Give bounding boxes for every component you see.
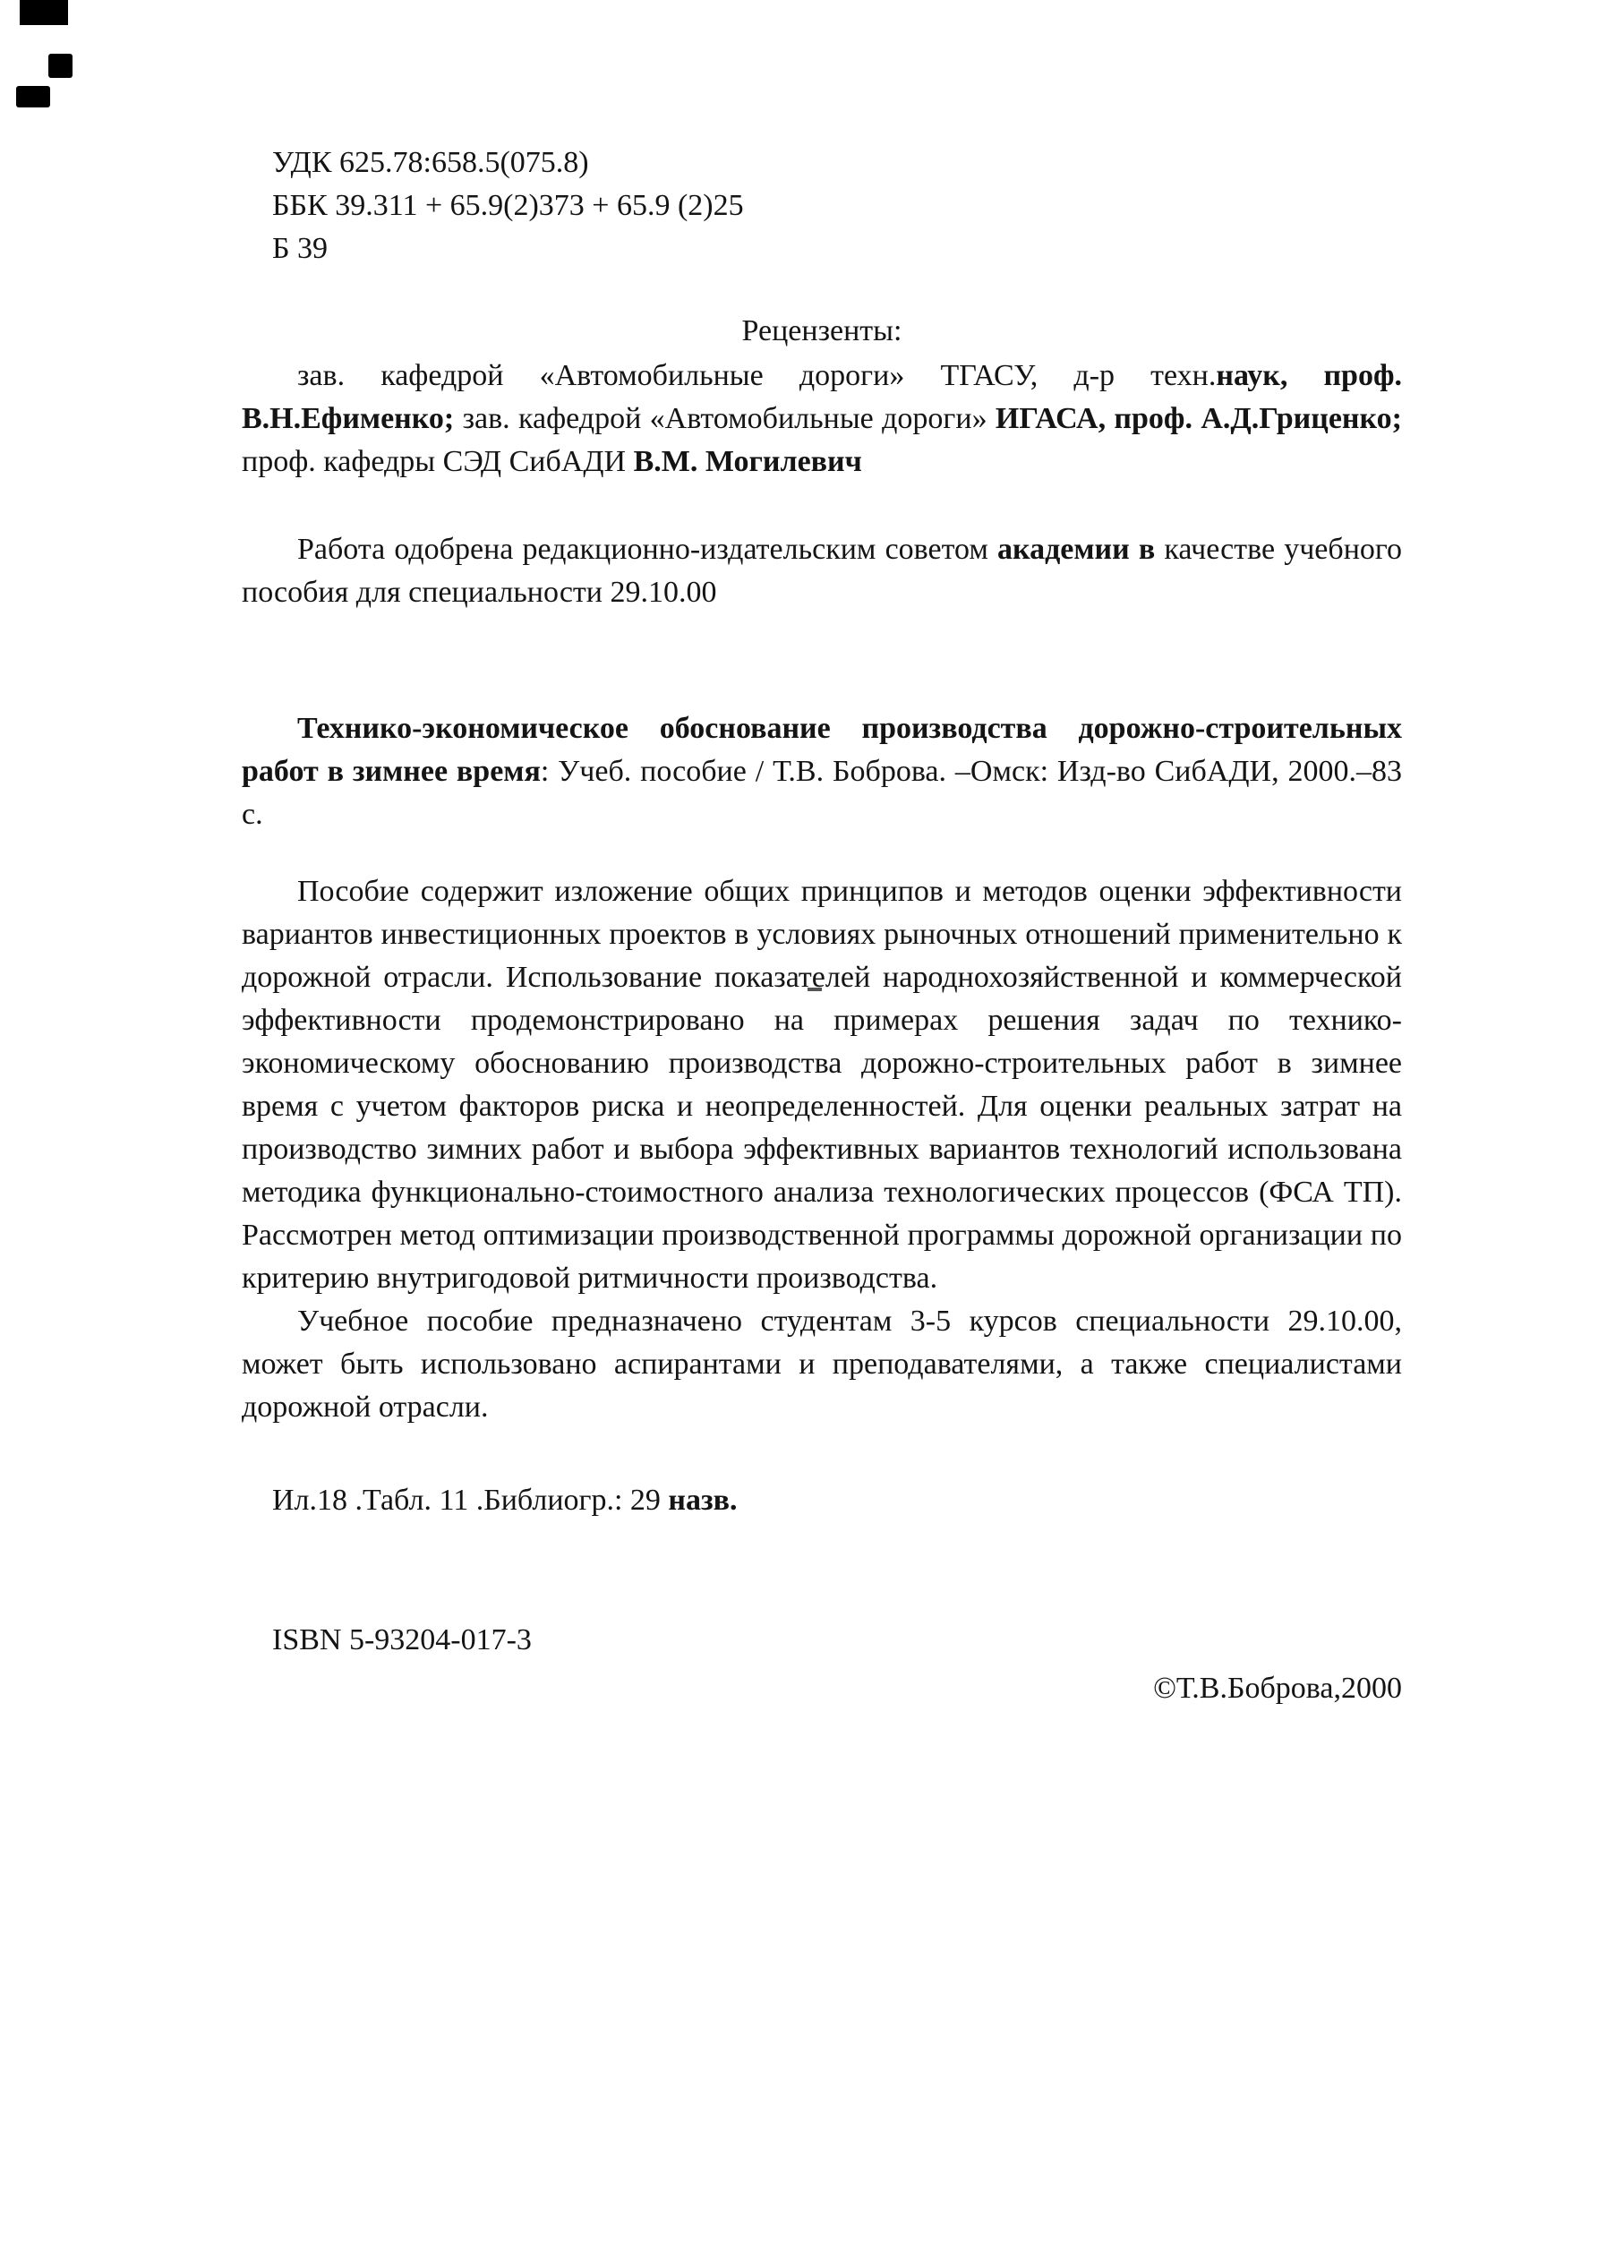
scan-artifact <box>20 0 68 25</box>
bibliographic-entry <box>242 707 1402 836</box>
text-run: проф. кафедры СЭД СибАДИ <box>242 445 634 478</box>
imprint-code: Б 39 <box>272 232 329 265</box>
text-run: Технико-экономическое обоснование производства дорожно-строительных работ в зимнее время <box>242 712 1402 788</box>
stats-line <box>272 1479 1402 1522</box>
text-run: В.Н.Ефименко; <box>242 402 455 435</box>
annotation-paragraph-2: Учебное пособие предназначено студентам 3-5 курсов специальности 29.10.00, может быть использовано аспирантами и преподавателями, а также специалистами дорожной отрасли. <box>242 1305 1402 1424</box>
copyright-line: ©Т.В.Боброва,2000 <box>1153 1672 1402 1705</box>
text-run: академии в <box>997 533 1156 566</box>
annotation-paragraph-1: Пособие содержит изложение общих принципов и методов оценки эффективности вариантов инвестиционных проектов в условиях рыночных отношений применительно к дорожной отрасли. Использование показателей народнохозяйственной и коммерческой эффективности продемонстрировано на примерах решения задач по технико-экономическому обоснованию производства дорожно-строительных работ в зимнее время с учетом факторов риска и неопределенностей. Для оценки реальных затрат на производство зимних работ и выбора эффективных вариантов технологий использована методика функционально-стоимостного анализа технологических процессов (ФСА ТП). Рассмотрен метод оптимизации производственной программы дорожной организации по критерию внутригодовой ритмичности производства. <box>242 875 1402 1295</box>
text-run: Ил.18 .Табл. 11 .Библиогр.: 29 <box>272 1484 669 1517</box>
text-run: : Учеб. пособие / Т.В. Боброва. –Омск: Изд-во СибАДИ, 2000.–83 с. <box>242 755 1402 831</box>
approval-paragraph <box>242 528 1402 614</box>
imprint-bbk: ББК 39.311 + 65.9(2)373 + 65.9 (2)25 <box>272 189 744 222</box>
reviewers-paragraph <box>242 355 1402 484</box>
text-run: назв. <box>668 1484 738 1517</box>
text-run: зав. кафедрой «Автомобильные дороги» ТГАСУ, д-р техн. <box>297 359 1217 392</box>
page-content <box>242 141 1402 1710</box>
scan-artifact <box>16 86 50 107</box>
scan-artifact <box>48 54 73 78</box>
imprint-udk: УДК 625.78:658.5(075.8) <box>272 146 589 179</box>
text-run: А.Д.Гриценко; <box>1201 402 1402 435</box>
text-run: качестве учебного пособия для специальности 29.10.00 <box>242 533 1402 609</box>
text-run: В.М. Могилевич <box>633 445 862 478</box>
text-run: Работа одобрена редакционно-издательским советом <box>297 533 998 566</box>
text-run: зав. кафедрой «Автомобильные дороги» <box>454 402 996 435</box>
text-run: ИГАСА, проф. <box>995 402 1192 435</box>
text-run <box>1192 402 1201 435</box>
reviewers-heading: Рецензенты: <box>741 314 902 347</box>
isbn-line: ISBN 5-93204-017-3 <box>272 1623 532 1656</box>
text-run: наук, проф. <box>1216 359 1402 392</box>
